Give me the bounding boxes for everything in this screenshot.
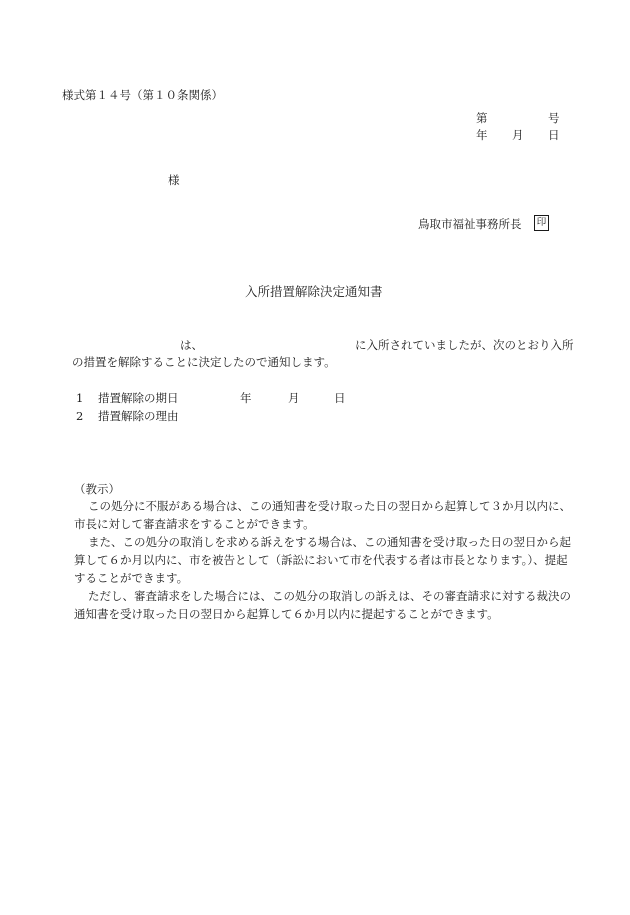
- seal-mark: 印: [534, 215, 549, 231]
- doc-number-suffix: 号: [548, 111, 560, 125]
- issuer-title: 鳥取市福祉事務所長: [418, 217, 522, 231]
- item-label: 措置解除の理由: [98, 409, 179, 423]
- form-label: 様式第１４号（第１０条関係）: [62, 88, 223, 102]
- kyoji-heading: （教示）: [74, 482, 120, 496]
- kyoji-line: 市長に対して審査請求をすることができます。: [74, 517, 315, 531]
- date-month-label: 月: [512, 128, 524, 142]
- item-year-label: 年: [240, 391, 252, 405]
- kyoji-line: また、この処分の取消しを求める訴えをする場合は、この通知書を受け取った日の翌日から起: [88, 535, 571, 549]
- kyoji-line: 算して６か月以内に、市を被告として（訴訟において市を代表する者は市長となります。）、提起: [74, 553, 568, 567]
- item-number: 1: [76, 391, 84, 405]
- paragraph-wa: は、: [180, 338, 203, 352]
- kyoji-line: この処分に不服がある場合は、この通知書を受け取った日の翌日から起算して３か月以内に、: [88, 499, 571, 513]
- kyoji-line: ただし、審査請求をした場合には、この処分の取消しの訴えは、その審査請求に対する裁決の: [88, 589, 571, 603]
- item-label: 措置解除の期日: [98, 391, 179, 405]
- item-day-label: 日: [334, 391, 346, 405]
- paragraph-line1: に入所されていましたが、次のとおり入所: [355, 338, 574, 352]
- document-title: 入所措置解除決定通知書: [245, 284, 383, 299]
- kyoji-line: 通知書を受け取った日の翌日から起算して６か月以内に提起することができます。: [74, 607, 499, 621]
- addressee-suffix: 様: [168, 173, 180, 187]
- item-number: 2: [76, 409, 84, 423]
- date-year-label: 年: [476, 128, 488, 142]
- item-month-label: 月: [288, 391, 300, 405]
- paragraph-line2: の措置を解除することに決定したので通知します。: [72, 355, 336, 369]
- date-day-label: 日: [548, 128, 560, 142]
- kyoji-line: することができます。: [74, 571, 189, 585]
- doc-number-prefix: 第: [476, 111, 488, 125]
